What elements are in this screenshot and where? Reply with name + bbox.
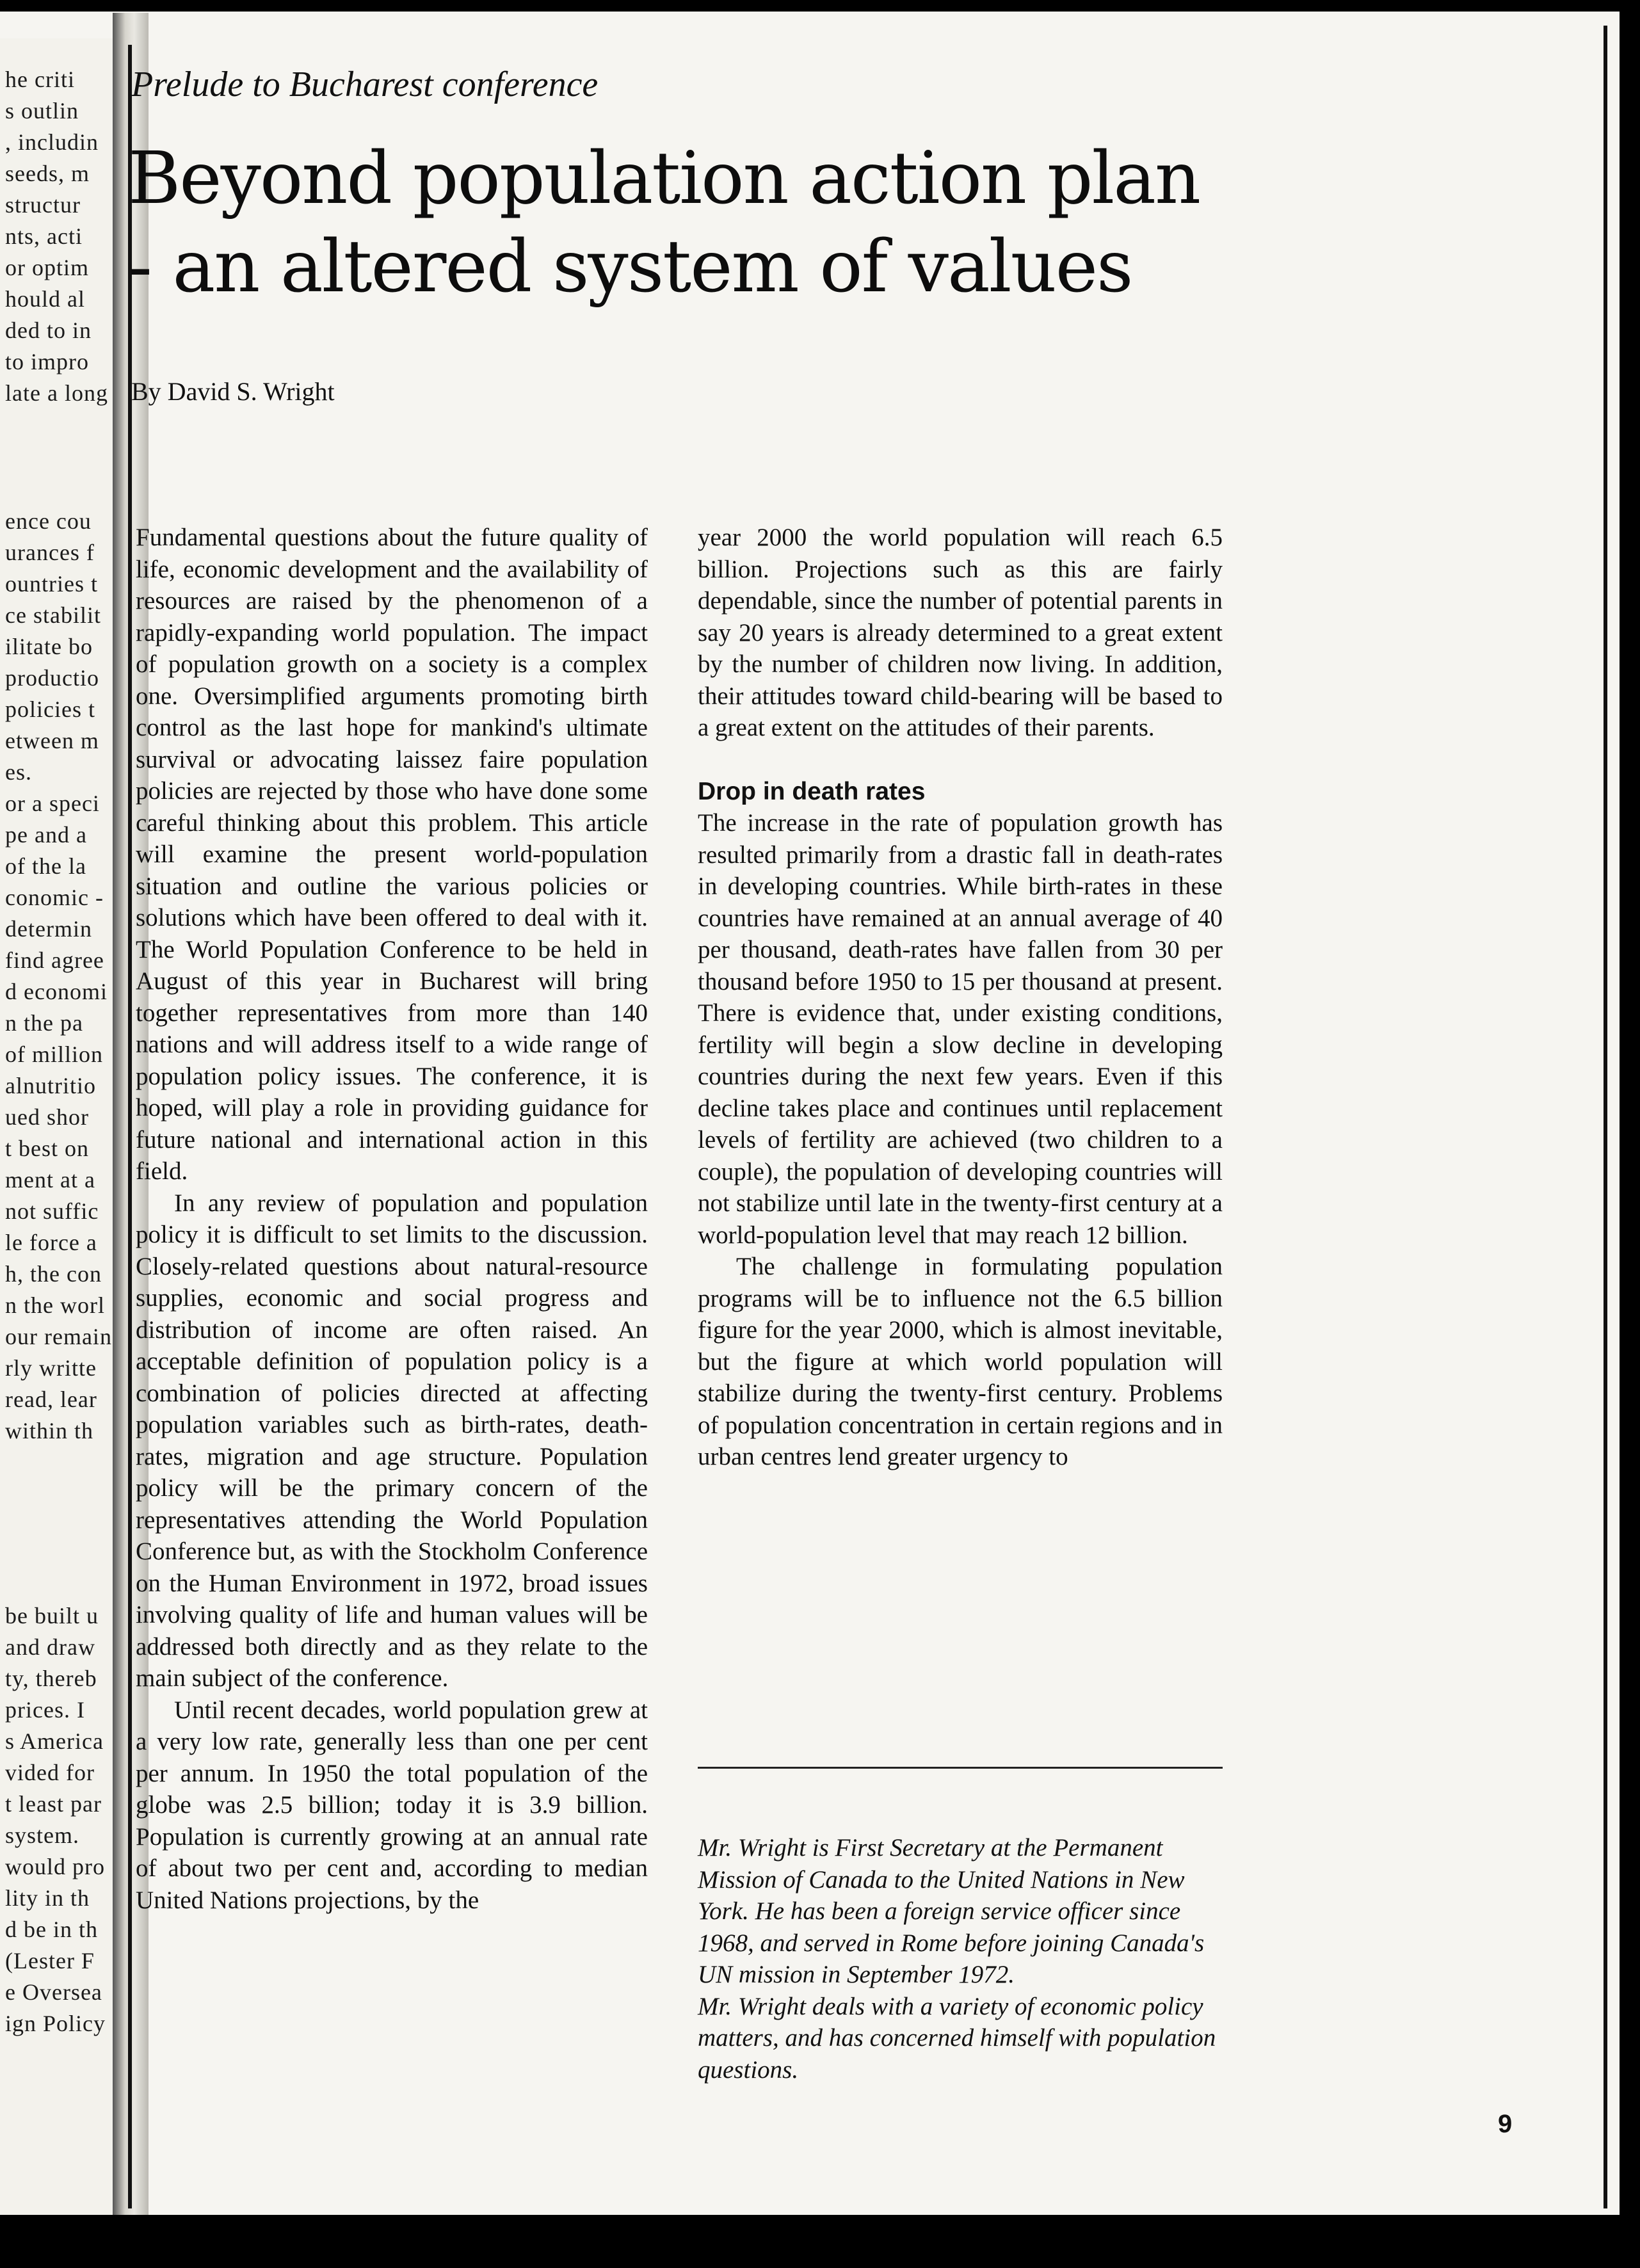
previous-page-line: d economi: [5, 979, 108, 1004]
body-paragraph: The challenge in formulating population programs will be to influence not the 6.5 billion figure for the year 2000, which is almost inevitable, but the figure at which world population will stabilize during the twenty-first century. Problems of population concentration in certain regions and in urban centres lend greater urgency to: [698, 1253, 1223, 1470]
previous-page-line: alnutritio: [5, 1073, 96, 1098]
author-bio-paragraph: Mr. Wright deals with a variety of economic policy matters, and has concerned himself with population questions.: [698, 1992, 1216, 2084]
previous-page-line: conomic -: [5, 885, 104, 910]
previous-page-line: productio: [5, 665, 99, 691]
previous-page-line: nts, acti: [5, 223, 83, 249]
article-column-left: [136, 522, 648, 1916]
previous-page-line: hould al: [5, 286, 85, 312]
previous-page-line: d be in th: [5, 1917, 98, 1942]
headline-line-1: Beyond population action plan: [128, 137, 1200, 220]
author-bio-paragraph: Mr. Wright is First Secretary at the Permanent Mission of Canada to the United Nations in New York. He has been a foreign service officer since 1968, and served in Rome before joining Canada's UN mission in September 1972.: [698, 1834, 1205, 1988]
previous-page-line: he criti: [5, 67, 75, 92]
previous-page-line: vided for: [5, 1760, 95, 1785]
previous-page-line: etween m: [5, 728, 99, 753]
previous-page-line: late a long: [5, 380, 108, 406]
previous-page-line: or a speci: [5, 791, 100, 816]
page-edge-line: [128, 45, 132, 2208]
previous-page-line: would pro: [5, 1854, 105, 1879]
previous-page-line: within th: [5, 1418, 94, 1444]
previous-page-line: ce stabilit: [5, 602, 101, 628]
previous-page-line: , includin: [5, 129, 99, 155]
section-subheading: Drop in death rates: [698, 777, 926, 805]
previous-page-line: ence cou: [5, 508, 92, 534]
previous-page-line: ued shor: [5, 1104, 89, 1130]
previous-page-line: n the pa: [5, 1010, 83, 1036]
body-paragraph: Fundamental questions about the future quality of life, economic development and the availability of resources are raised by the phenomenon of a rapidly-expanding world population. The impact of population growth on a society is a complex one. Oversimplified arguments promoting birth control as the last hope for mankind's ultimate survival or advocating laissez faire population policies are rejected by those who have done some careful thinking about this problem. This article will examine the present world-population situation and outline the various policies or solutions which have been offered to deal with it. The World Population Conference to be held in August of this year in Bucharest will bring together representatives from more than 140 nations and will address itself to a wide range of population policy issues. The conference, it is hoped, will play a role in providing guidance for future national and international action in this field.: [136, 524, 648, 1185]
previous-page-line: t best on: [5, 1136, 89, 1161]
previous-page-line: determin: [5, 916, 92, 942]
previous-page-line: urances f: [5, 540, 95, 565]
previous-page-line: rly writte: [5, 1355, 97, 1381]
previous-page-line: and draw: [5, 1634, 95, 1660]
headline-line-2: - an altered system of values: [128, 225, 1132, 309]
previous-page-line: policies t: [5, 696, 95, 722]
previous-page-line: structur: [5, 192, 81, 218]
previous-page-text-block: [5, 1600, 106, 2039]
previous-page-line: pe and a: [5, 822, 87, 848]
previous-page-line: ment at a: [5, 1167, 95, 1193]
scan-border-top: [0, 0, 1640, 12]
previous-page-line: not suffic: [5, 1198, 99, 1224]
previous-page-line: system.: [5, 1822, 80, 1848]
previous-page-line: le force a: [5, 1230, 97, 1255]
previous-page-line: of the la: [5, 853, 86, 879]
article-byline: By David S. Wright: [131, 377, 335, 406]
scan-border-bottom: [0, 2215, 1640, 2268]
page-number: 9: [1498, 2110, 1513, 2138]
previous-page-line: ty, thereb: [5, 1666, 97, 1691]
previous-page-line: ign Policy: [5, 2011, 106, 2036]
author-bio: [698, 1832, 1223, 2086]
previous-page-line: find agree: [5, 947, 104, 973]
previous-page-line: (Lester F: [5, 1948, 95, 1974]
previous-page-line: prices. I: [5, 1697, 85, 1723]
previous-page-line: s America: [5, 1728, 104, 1754]
article-headline: [128, 134, 1200, 311]
body-paragraph: In any review of population and population policy it is difficult to set limits to the discussion. Closely-related questions about natural-resource supplies, economic and social progress and distribution of income are often raised. An acceptable definition of population policy is a combination of policies directed at affecting population variables such as birth-rates, death-rates, migration and age structure. Population policy will be the primary concern of the representatives attending the World Population Conference but, as with the Stockholm Conference on the Human Environment in 1972, broad issues involving quality of life and human values will be addressed both directly and as they relate to the main subject of the conference.: [136, 1189, 648, 1692]
previous-page-line: t least par: [5, 1791, 102, 1817]
body-paragraph: Until recent decades, world population grew at a very low rate, generally less than one per cent per annum. In 1950 the total population of the globe was 2.5 billion; today it is 3.9 billion. Population is currently growing at an annual rate of about two per cent and, according to median United Nations projections, by the: [136, 1696, 648, 1914]
previous-page-line: ded to in: [5, 318, 92, 343]
previous-page-line: e Oversea: [5, 1979, 102, 2005]
previous-page-line: lity in th: [5, 1885, 90, 1911]
previous-page-text-block: [5, 64, 108, 409]
body-paragraph: year 2000 the world population will reach 6.5 billion. Projections such as this are fairly dependable, since the number of potential parents in say 20 years is already determined to a great extent by the number of children now living. In addition, their attitudes toward child-bearing will be based to a great extent on the attitudes of their parents.: [698, 524, 1223, 741]
previous-page-line: h, the con: [5, 1261, 102, 1287]
previous-page-line: read, lear: [5, 1387, 97, 1412]
scan-border-right: [1620, 0, 1640, 2268]
previous-page-line: ilitate bo: [5, 634, 93, 659]
previous-page-line: of million: [5, 1042, 103, 1067]
previous-page-line: n the worl: [5, 1292, 105, 1318]
previous-page-line: be built u: [5, 1603, 99, 1629]
article-column-right: [698, 522, 1223, 1473]
previous-page-line: to impro: [5, 349, 89, 374]
previous-page-line: es.: [5, 759, 32, 785]
right-page-edge: [1604, 26, 1607, 2208]
previous-page-fragment: [0, 38, 113, 2215]
previous-page-line: or optim: [5, 255, 89, 280]
previous-page-text-block: [5, 506, 112, 1447]
previous-page-line: ountries t: [5, 571, 98, 597]
article-kicker: Prelude to Bucharest conference: [131, 65, 599, 104]
bio-divider: [698, 1767, 1223, 1769]
previous-page-line: s outlin: [5, 98, 79, 124]
previous-page-line: our remain: [5, 1324, 112, 1349]
previous-page-line: seeds, m: [5, 161, 90, 186]
body-paragraph: The increase in the rate of population growth has resulted primarily from a drastic fall in death-rates in developing countries. While birth-rates in these countries have remained at an annual average of 40 per thousand, death-rates have fallen from 30 per thousand before 1950 to 15 per thousand at present. There is evidence that, under existing conditions, fertility will begin a slow decline in developing countries during the next few years. Even if this decline takes place and continues until replacement levels of fertility are achieved (two children to a couple), the population of developing countries will not stabilize until late in the twenty-first century at a world-population level that may reach 12 billion.: [698, 809, 1223, 1249]
